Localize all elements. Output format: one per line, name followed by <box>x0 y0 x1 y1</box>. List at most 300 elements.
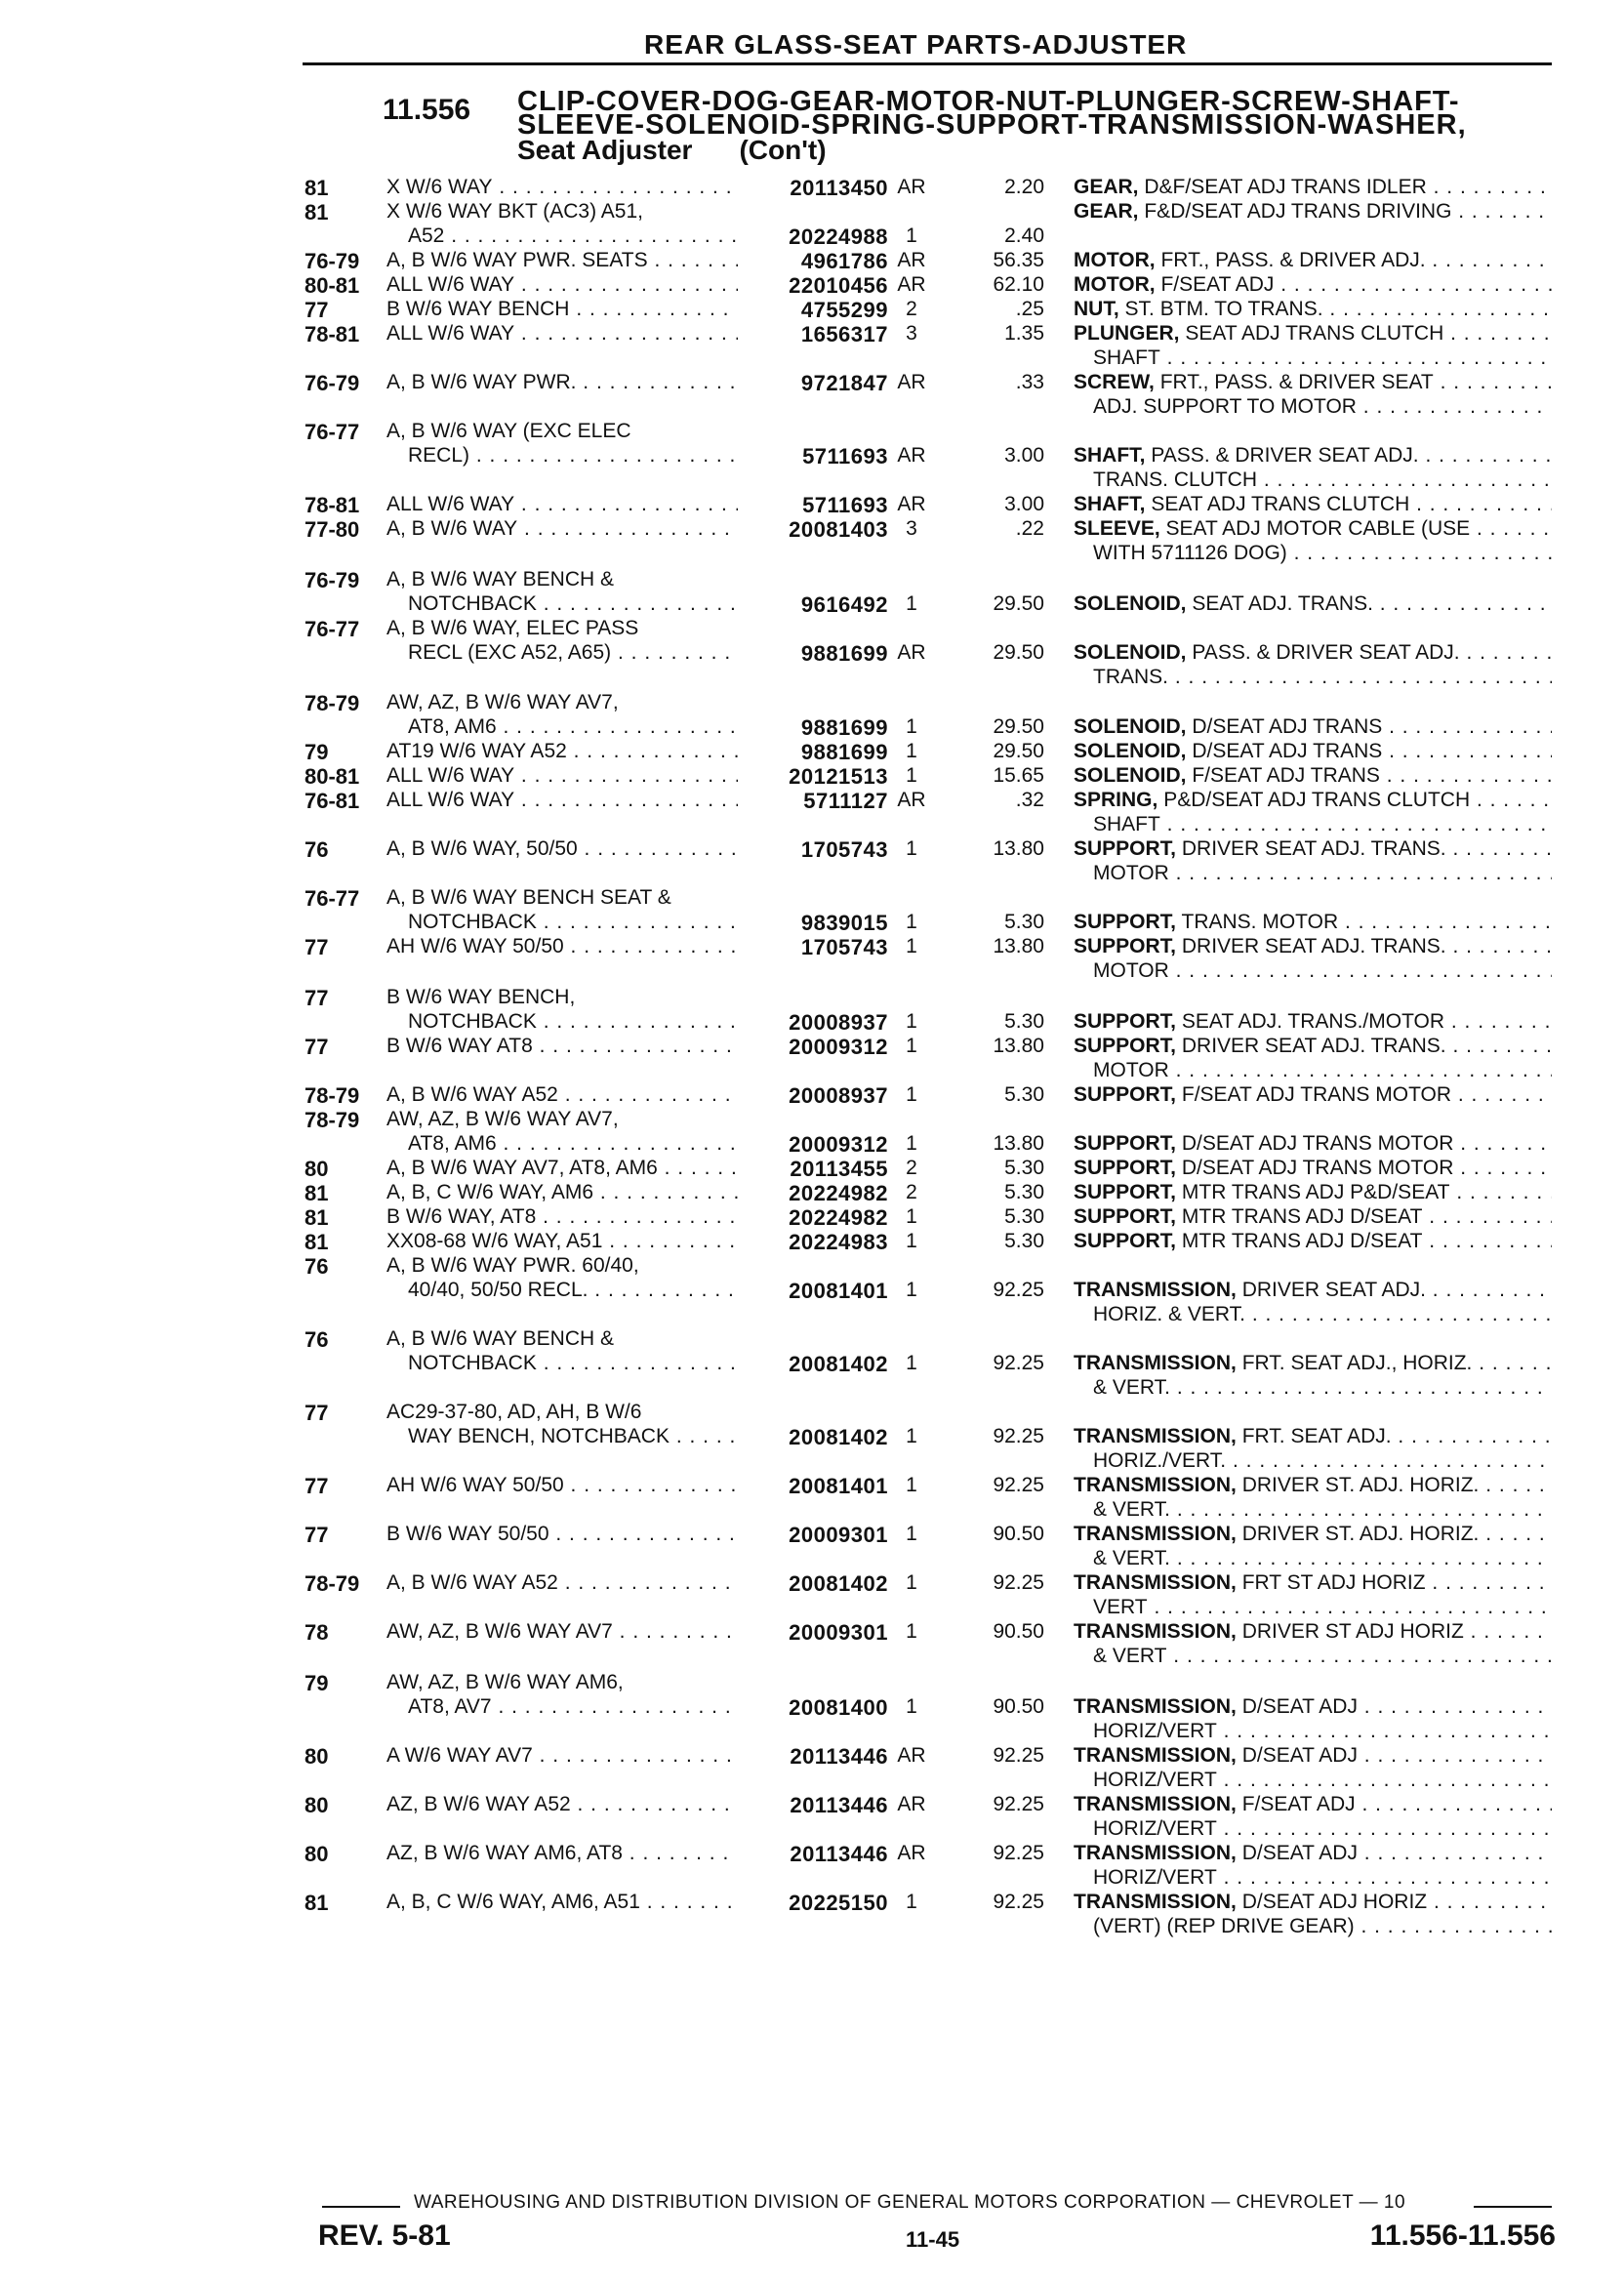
part-name: SUPPORT, <box>1074 1181 1177 1203</box>
model-year: 79 <box>304 740 329 764</box>
entry-line <box>0 1817 1624 1842</box>
part-description <box>1093 468 1552 492</box>
parts-entry <box>0 371 1624 420</box>
price: 5.30 <box>1004 1230 1044 1252</box>
entry-line <box>0 322 1624 346</box>
part-description-text: DRIVER SEAT ADJ. TRANS. <box>1181 1035 1446 1057</box>
part-description-text: SEAT ADJ TRANS CLUTCH <box>1151 493 1410 515</box>
entry-line <box>0 1523 1624 1547</box>
part-number: 20113450 <box>790 176 888 200</box>
quantity: AR <box>897 789 926 811</box>
price: 29.50 <box>993 715 1044 738</box>
quantity: 1 <box>906 1230 917 1252</box>
part-name: SUPPORT, <box>1074 1205 1177 1228</box>
parts-entry <box>0 1793 1624 1842</box>
price: 2.40 <box>1004 224 1044 247</box>
part-description <box>1074 1620 1552 1644</box>
part-description <box>1093 1059 1552 1082</box>
application-text: A, B W/6 WAY BENCH SEAT & <box>386 886 671 909</box>
parts-entry <box>0 1620 1624 1669</box>
entry-line <box>0 468 1624 493</box>
part-description <box>1074 1425 1552 1448</box>
price: 92.25 <box>993 1279 1044 1301</box>
part-name: TRANSMISSION, <box>1074 1744 1237 1767</box>
parts-entry <box>0 1401 1624 1474</box>
parts-entry <box>0 1842 1624 1891</box>
part-description <box>1074 176 1552 199</box>
parts-entry <box>0 986 1624 1035</box>
entry-line <box>0 1547 1624 1571</box>
part-description <box>1074 249 1552 272</box>
part-description-text: D&F/SEAT ADJ TRANS IDLER <box>1144 176 1427 198</box>
part-description-text: P&D/SEAT ADJ TRANS CLUTCH <box>1163 789 1471 811</box>
model-year: 76-79 <box>304 568 360 592</box>
part-description <box>1074 1571 1552 1595</box>
part-description <box>1093 1376 1552 1400</box>
part-name: SOLENOID, <box>1074 740 1187 762</box>
part-description-text: F/SEAT ADJ <box>1160 273 1275 296</box>
part-description-text: SHAFT <box>1093 346 1160 369</box>
part-description <box>1093 395 1552 419</box>
price: 92.25 <box>993 1793 1044 1815</box>
entry-line <box>0 715 1624 740</box>
parts-entry <box>0 420 1624 493</box>
part-description <box>1074 1793 1552 1816</box>
part-description-text: MOTOR <box>1093 1059 1169 1081</box>
part-description <box>1074 200 1552 224</box>
part-name: SUPPORT, <box>1074 1157 1177 1179</box>
application-text: NOTCHBACK . . . <box>408 1010 738 1034</box>
part-description-text: F/SEAT ADJ TRANS MOTOR <box>1181 1083 1452 1106</box>
part-name: TRANSMISSION, <box>1074 1793 1237 1815</box>
part-description-text: D/SEAT ADJ TRANS MOTOR <box>1181 1132 1454 1155</box>
part-description <box>1074 1523 1552 1546</box>
price: 29.50 <box>993 641 1044 664</box>
part-number: 20113446 <box>790 1744 888 1769</box>
parts-entry <box>0 1523 1624 1571</box>
parts-entry <box>0 568 1624 617</box>
application-text: NOTCHBACK . . . <box>408 1352 738 1375</box>
entry-line <box>0 641 1624 666</box>
application-text: NOTCHBACK . . . <box>408 592 738 616</box>
part-description <box>1093 1866 1552 1890</box>
entry-line <box>0 1498 1624 1523</box>
application-text: AZ, B W/6 WAY A52 . . . <box>386 1793 738 1816</box>
parts-entry <box>0 517 1624 566</box>
part-number: 9616492 <box>800 592 888 617</box>
part-description-text: D/SEAT ADJ HORIZ <box>1241 1891 1428 1913</box>
part-name: GEAR, <box>1074 200 1139 223</box>
part-description-text: SEAT ADJ MOTOR CABLE (USE <box>1165 517 1471 540</box>
part-number: 20081401 <box>789 1279 888 1303</box>
part-description <box>1074 789 1552 812</box>
part-description-text: TRANS. <box>1093 666 1169 688</box>
entry-line <box>0 1793 1624 1817</box>
part-description <box>1074 1474 1552 1497</box>
part-name: SUPPORT, <box>1074 1083 1177 1106</box>
application-text: ALL W/6 WAY . . . <box>386 322 738 346</box>
entry-line <box>0 1181 1624 1205</box>
quantity: 1 <box>906 837 917 860</box>
part-description-text: ADJ. SUPPORT TO MOTOR <box>1093 395 1357 418</box>
part-description-text: & VERT. <box>1093 1547 1170 1569</box>
part-name: TRANSMISSION, <box>1074 1352 1237 1374</box>
model-year: 78-81 <box>304 322 360 346</box>
continued-label: (Con't) <box>739 135 827 165</box>
part-number: 20081401 <box>789 1474 888 1498</box>
part-description-text: FRT., PASS. & DRIVER ADJ. <box>1160 249 1426 271</box>
part-name: SUPPORT, <box>1074 935 1177 957</box>
entry-line <box>0 1059 1624 1083</box>
entry-line <box>0 1010 1624 1035</box>
parts-entry <box>0 1181 1624 1205</box>
part-description-text: F/SEAT ADJ TRANS <box>1192 764 1380 787</box>
parts-entry <box>0 176 1624 200</box>
part-description <box>1093 1596 1552 1619</box>
application-text: A W/6 WAY AV7 . . . <box>386 1744 738 1768</box>
part-name: GEAR, <box>1074 176 1139 198</box>
price: 92.25 <box>993 1842 1044 1864</box>
parts-entry <box>0 1035 1624 1083</box>
part-number: 5711693 <box>802 493 888 517</box>
part-name: SOLENOID, <box>1074 641 1187 664</box>
part-description <box>1074 837 1552 861</box>
application-text: B W/6 WAY BENCH . . . <box>386 298 738 321</box>
entry-line <box>0 740 1624 764</box>
entry-line <box>0 517 1624 542</box>
entry-line <box>0 493 1624 517</box>
model-year: 76-77 <box>304 886 360 911</box>
model-year: 76 <box>304 1254 329 1279</box>
quantity: 1 <box>906 1205 917 1228</box>
quantity: 2 <box>906 298 917 320</box>
part-description <box>1093 1915 1552 1938</box>
model-year: 80-81 <box>304 764 360 789</box>
part-description-text: D/SEAT ADJ <box>1241 1842 1358 1864</box>
part-description <box>1093 813 1552 836</box>
quantity: 1 <box>906 1352 917 1374</box>
model-year: 79 <box>304 1671 329 1695</box>
application-text: AW, AZ, B W/6 WAY AV7, <box>386 691 619 713</box>
part-description-text: D/SEAT ADJ <box>1241 1695 1358 1718</box>
entry-line <box>0 1744 1624 1769</box>
part-name: TRANSMISSION, <box>1074 1891 1237 1913</box>
part-description <box>1074 1695 1552 1719</box>
part-description <box>1074 1132 1552 1156</box>
quantity: 1 <box>906 911 917 933</box>
entry-line <box>0 249 1624 273</box>
model-year: 81 <box>304 1891 329 1915</box>
revision-label: REV. 5-81 <box>318 2219 451 2252</box>
entry-line <box>0 1695 1624 1720</box>
part-description <box>1093 959 1552 983</box>
part-description <box>1074 1279 1552 1302</box>
application-text: AW, AZ, B W/6 WAY AV7, <box>386 1108 619 1130</box>
application-text: AZ, B W/6 WAY AM6, AT8 . . . <box>386 1842 738 1865</box>
footer-text: WAREHOUSING AND DISTRIBUTION DIVISION OF GENERAL MOTORS CORPORATION — CHEVROLET — 10 <box>414 2192 1406 2213</box>
model-year: 76-77 <box>304 420 360 444</box>
parts-entry <box>0 617 1624 690</box>
entry-line <box>0 444 1624 468</box>
entry-line <box>0 1254 1624 1279</box>
part-number: 20113446 <box>790 1842 888 1866</box>
entry-line <box>0 986 1624 1010</box>
part-description-text: FRT ST ADJ HORIZ <box>1241 1571 1426 1594</box>
part-number: 20008937 <box>789 1083 888 1108</box>
application-text: A, B W/6 WAY, ELEC PASS <box>386 617 639 639</box>
application-text: A, B W/6 WAY A52 . . . <box>386 1571 738 1595</box>
entry-line <box>0 837 1624 862</box>
price: 90.50 <box>993 1523 1044 1545</box>
part-name: SUPPORT, <box>1074 911 1177 933</box>
part-number: 20081403 <box>789 517 888 542</box>
part-description-text: MTR TRANS ADJ P&D/SEAT <box>1181 1181 1450 1203</box>
entry-line <box>0 764 1624 789</box>
part-name: TRANSMISSION, <box>1074 1620 1237 1643</box>
part-number: 20224982 <box>789 1205 888 1230</box>
part-description-text: MOTOR <box>1093 959 1169 982</box>
quantity: AR <box>897 1842 926 1864</box>
entry-line <box>0 1474 1624 1498</box>
part-description-text: HORIZ/VERT <box>1093 1720 1217 1742</box>
quantity: AR <box>897 273 926 296</box>
model-year: 76-77 <box>304 617 360 641</box>
part-description-text: HORIZ/VERT <box>1093 1866 1217 1889</box>
part-number: 9721847 <box>800 371 888 395</box>
part-description-text: SEAT ADJ. TRANS. <box>1192 592 1373 615</box>
quantity: 3 <box>906 322 917 345</box>
entry-line <box>0 298 1624 322</box>
model-year: 81 <box>304 1230 329 1254</box>
quantity: 1 <box>906 1425 917 1447</box>
entry-line <box>0 542 1624 566</box>
entry-line <box>0 1352 1624 1376</box>
entry-line <box>0 1303 1624 1327</box>
application-text: A, B W/6 WAY . . . <box>386 517 738 541</box>
parts-entry <box>0 1327 1624 1401</box>
part-description <box>1074 935 1552 958</box>
part-description-text: (VERT) (REP DRIVE GEAR) <box>1093 1915 1355 1937</box>
part-number: 22010456 <box>789 273 888 298</box>
part-number: 9881699 <box>800 641 888 666</box>
application-text: RECL) . . . <box>408 444 738 468</box>
entry-line <box>0 395 1624 420</box>
application-text: X W/6 WAY BKT (AC3) A51, <box>386 200 643 223</box>
quantity: 1 <box>906 592 917 615</box>
part-number: 20225150 <box>789 1891 888 1915</box>
part-description <box>1074 1891 1552 1914</box>
entry-line <box>0 1035 1624 1059</box>
part-number: 20224983 <box>789 1230 888 1254</box>
application-text: XX08-68 W/6 WAY, A51 . . . <box>386 1230 738 1253</box>
application-text: ALL W/6 WAY . . . <box>386 493 738 516</box>
entry-line <box>0 1645 1624 1669</box>
parts-entry <box>0 322 1624 371</box>
part-name: TRANSMISSION, <box>1074 1842 1237 1864</box>
application-text: B W/6 WAY AT8 . . . <box>386 1035 738 1058</box>
price: 92.25 <box>993 1352 1044 1374</box>
part-description <box>1074 1352 1552 1375</box>
entry-line <box>0 935 1624 959</box>
part-description <box>1074 517 1552 541</box>
quantity: AR <box>897 493 926 515</box>
application-text: A, B W/6 WAY PWR. 60/40, <box>386 1254 639 1277</box>
part-description-text: MTR TRANS ADJ D/SEAT <box>1181 1205 1423 1228</box>
quantity: 1 <box>906 1695 917 1718</box>
application-text: AH W/6 WAY 50/50 . . . <box>386 1474 738 1497</box>
part-description <box>1093 862 1552 885</box>
model-year: 76 <box>304 837 329 862</box>
part-number: 20008937 <box>789 1010 888 1035</box>
price: 5.30 <box>1004 911 1044 933</box>
model-year: 81 <box>304 1181 329 1205</box>
part-description-text: & VERT. <box>1093 1376 1170 1399</box>
application-text: RECL (EXC A52, A65) . . . <box>408 641 738 665</box>
part-description-text: ST. BTM. TO TRANS. <box>1124 298 1323 320</box>
application-text: A, B W/6 WAY A52 . . . <box>386 1083 738 1107</box>
entry-line <box>0 1376 1624 1401</box>
parts-entry <box>0 1205 1624 1230</box>
entry-line <box>0 1842 1624 1866</box>
application-text: WAY BENCH, NOTCHBACK . . . <box>408 1425 738 1448</box>
part-number: 20081402 <box>789 1352 888 1376</box>
part-number: 20009301 <box>789 1620 888 1645</box>
part-description-text: & VERT <box>1093 1645 1167 1667</box>
part-description-text: MOTOR <box>1093 862 1169 884</box>
part-description-text: DRIVER SEAT ADJ. <box>1241 1279 1426 1301</box>
price: 92.25 <box>993 1474 1044 1496</box>
price: 13.80 <box>993 1035 1044 1057</box>
entry-line <box>0 1205 1624 1230</box>
model-year: 81 <box>304 200 329 224</box>
part-description <box>1093 1303 1552 1326</box>
entry-line <box>0 371 1624 395</box>
entry-line <box>0 862 1624 886</box>
part-number: 5711693 <box>802 444 888 468</box>
parts-entry <box>0 789 1624 837</box>
quantity: AR <box>897 249 926 271</box>
part-number: 20113446 <box>790 1793 888 1817</box>
part-description-text: D/SEAT ADJ <box>1241 1744 1358 1767</box>
model-year: 76-79 <box>304 371 360 395</box>
part-description <box>1074 592 1552 616</box>
footer-rule-left <box>322 2206 400 2208</box>
group-number: 11.556 <box>383 94 471 126</box>
part-description <box>1074 764 1552 788</box>
price: 3.00 <box>1004 493 1044 515</box>
parts-entry <box>0 200 1624 249</box>
entry-line <box>0 1449 1624 1474</box>
part-name: SOLENOID, <box>1074 764 1187 787</box>
model-year: 80-81 <box>304 273 360 298</box>
model-year: 81 <box>304 1205 329 1230</box>
entry-line <box>0 1620 1624 1645</box>
price: 2.20 <box>1004 176 1044 198</box>
part-description <box>1074 1744 1552 1768</box>
price: 5.30 <box>1004 1205 1044 1228</box>
part-description <box>1074 1230 1552 1253</box>
quantity: 1 <box>906 1083 917 1106</box>
part-number: 20081402 <box>789 1425 888 1449</box>
price: 5.30 <box>1004 1010 1044 1033</box>
parts-entry <box>0 1157 1624 1181</box>
part-description-text: DRIVER ST. ADJ. HORIZ. <box>1241 1523 1480 1545</box>
part-description-text: WITH 5711126 DOG) <box>1093 542 1287 564</box>
price: 92.25 <box>993 1571 1044 1594</box>
part-number: 20224988 <box>789 224 888 249</box>
part-description-text: SEAT ADJ. TRANS./MOTOR <box>1181 1010 1445 1033</box>
entry-line <box>0 959 1624 984</box>
quantity: 1 <box>906 1010 917 1033</box>
part-name: SUPPORT, <box>1074 1010 1177 1033</box>
part-description-text: VERT <box>1093 1596 1148 1618</box>
part-description <box>1074 493 1552 516</box>
model-year: 77 <box>304 1474 329 1498</box>
footer-rule-right <box>1474 2206 1552 2208</box>
quantity: AR <box>897 1793 926 1815</box>
model-year: 78-81 <box>304 493 360 517</box>
part-number: 20009312 <box>789 1035 888 1059</box>
entry-line <box>0 420 1624 444</box>
entry-line <box>0 1401 1624 1425</box>
quantity: 2 <box>906 1181 917 1203</box>
part-description <box>1093 1449 1552 1473</box>
part-description <box>1093 1769 1552 1792</box>
entry-line <box>0 1915 1624 1939</box>
part-description <box>1074 1010 1552 1034</box>
price: .25 <box>1015 298 1044 320</box>
price: 92.25 <box>993 1744 1044 1767</box>
part-name: TRANSMISSION, <box>1074 1474 1237 1496</box>
quantity: 1 <box>906 1035 917 1057</box>
part-number: 20121513 <box>789 764 888 789</box>
quantity: AR <box>897 176 926 198</box>
model-year: 77 <box>304 1035 329 1059</box>
part-description <box>1093 666 1552 689</box>
price: 5.30 <box>1004 1181 1044 1203</box>
entry-line <box>0 1327 1624 1352</box>
model-year: 78-79 <box>304 691 360 715</box>
model-year: 77 <box>304 935 329 959</box>
price: 13.80 <box>993 935 1044 957</box>
application-text: B W/6 WAY, AT8 . . . <box>386 1205 738 1229</box>
model-year: 80 <box>304 1744 329 1769</box>
entry-line <box>0 1866 1624 1891</box>
part-name: NUT, <box>1074 298 1119 320</box>
entry-line <box>0 200 1624 224</box>
part-description <box>1074 641 1552 665</box>
parts-entry <box>0 1230 1624 1254</box>
part-description-text: D/SEAT ADJ TRANS <box>1192 740 1383 762</box>
entry-line <box>0 346 1624 371</box>
model-year: 77 <box>304 1401 329 1425</box>
parts-entry <box>0 273 1624 298</box>
application-text: B W/6 WAY 50/50 . . . <box>386 1523 738 1546</box>
part-description <box>1093 1645 1552 1668</box>
part-description <box>1093 542 1552 565</box>
application-text: ALL W/6 WAY . . . <box>386 764 738 788</box>
entry-line <box>0 592 1624 617</box>
parts-entry <box>0 1891 1624 1939</box>
part-description <box>1074 740 1552 763</box>
parts-entry <box>0 1254 1624 1327</box>
quantity: 1 <box>906 1132 917 1155</box>
model-year: 76-81 <box>304 789 360 813</box>
price: 29.50 <box>993 740 1044 762</box>
part-number: 20113455 <box>790 1157 888 1181</box>
part-description-text: SEAT ADJ TRANS CLUTCH <box>1185 322 1444 345</box>
application-text: AC29-37-80, AD, AH, B W/6 <box>386 1401 642 1423</box>
